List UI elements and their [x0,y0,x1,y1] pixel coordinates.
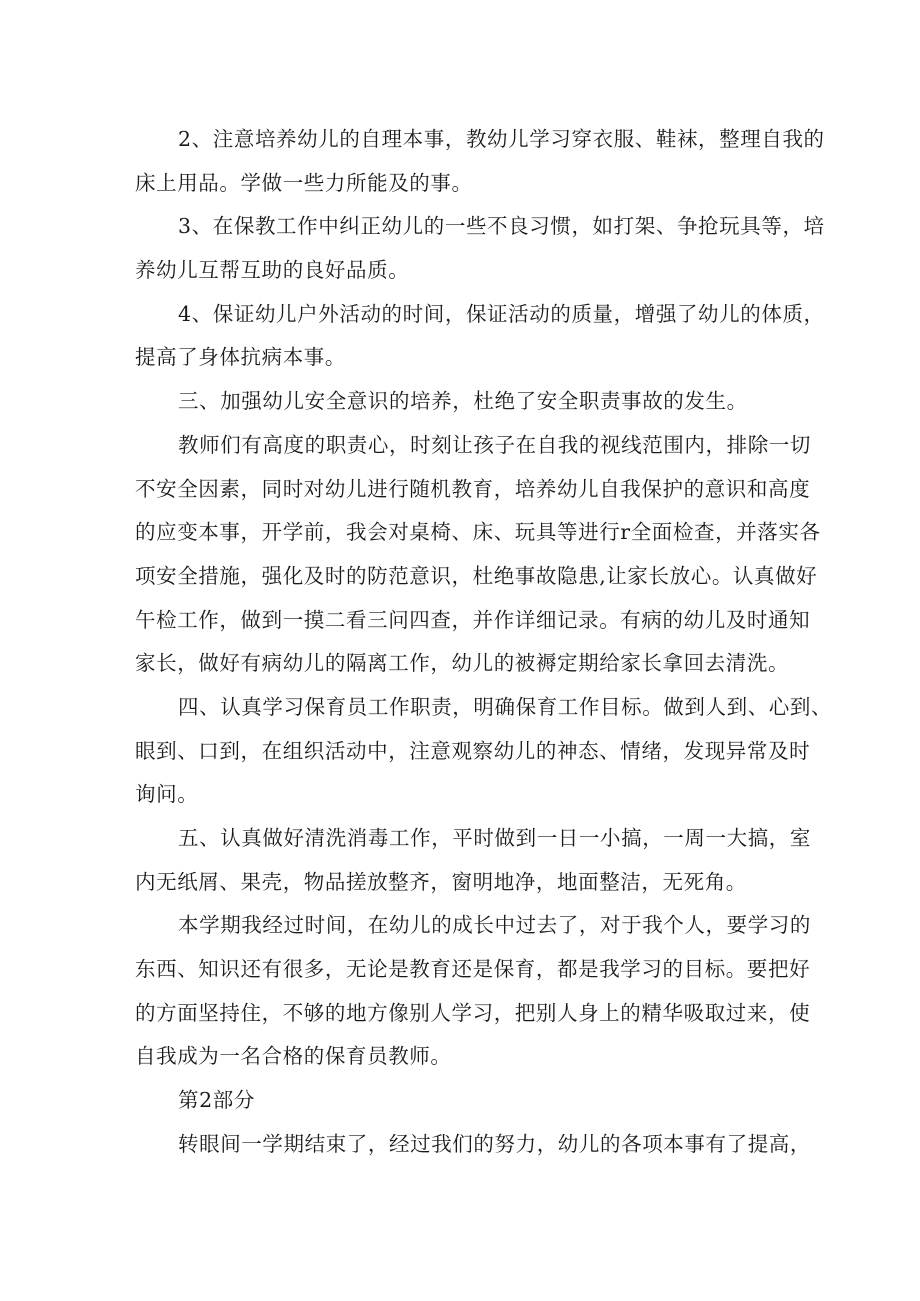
text-line: 东西、知识还有很多，无论是教育还是保育，都是我学习的目标。要把好 [135,957,811,982]
section-heading: 四、认真学习保育员工作职责，明确保育工作目标。做到人到、心到、 [178,694,833,719]
text-line: 家长，做好有病幼儿的隔离工作，幼儿的被褥定期给家长拿回去清洗。 [135,651,790,676]
text-line: 的应变本事，开学前，我会对桌椅、床、玩具等进行r全面检查，并落实各 [135,520,821,545]
text-line: 3、在保教工作中纠正幼儿的一些不良习惯，如打架、争抢玩具等，培 [178,214,825,239]
text-line: 不安全因素，同时对幼儿进行随机教育，培养幼儿自我保护的意识和高度 [135,476,811,501]
text-line: 自我成为一名合格的保育员教师。 [135,1044,452,1069]
text-line: 的方面坚持住，不够的地方像别人学习，把别人身上的精华吸取过来，使 [135,1000,811,1025]
text-line: 床上用品。学做一些力所能及的事。 [135,170,473,195]
text-line: 2、注意培养幼儿的自理本事，教幼儿学习穿衣服、鞋袜，整理自我的 [178,127,825,151]
text-line: 本学期我经过时间，在幼儿的成长中过去了，对于我个人，要学习的 [178,913,811,938]
text-line: 养幼儿互帮互助的良好品质。 [135,258,410,283]
text-line: 4、保证幼儿户外活动的时间，保证活动的质量，增强了幼儿的体质， [178,301,825,326]
text-line: 内无纸屑、果壳，物品搓放整齐，窗明地净，地面整洁，无死角。 [135,869,747,894]
section-heading: 三、加强幼儿安全意识的培养，杜绝了安全职责事故的发生。 [178,389,748,414]
text-line: 教师们有高度的职责心，时刻让孩子在自我的视线范围内，排除一切 [178,432,811,457]
text-line: 转眼间一学期结束了，经过我们的努力，幼儿的各项本事有了提高， [178,1131,811,1156]
text-line: 午检工作，做到一摸二看三问四查，并作详细记录。有病的幼儿及时通知 [135,607,811,632]
part-heading: 第2部分 [178,1088,255,1113]
text-line: 提高了身体抗病本事。 [135,345,346,370]
section-heading: 五、认真做好清洗消毒工作，平时做到一日一小搞，一周一大搞，室 [178,826,811,850]
document-page [135,118,833,1167]
text-line: 项安全措施，强化及时的防范意识，杜绝事故隐患,让家长放心。认真做好 [135,563,818,588]
text-line: 询问。 [135,782,199,807]
text-line: 眼到、口到，在组织活动中，注意观察幼儿的神态、情绪，发现异常及时 [135,738,811,763]
